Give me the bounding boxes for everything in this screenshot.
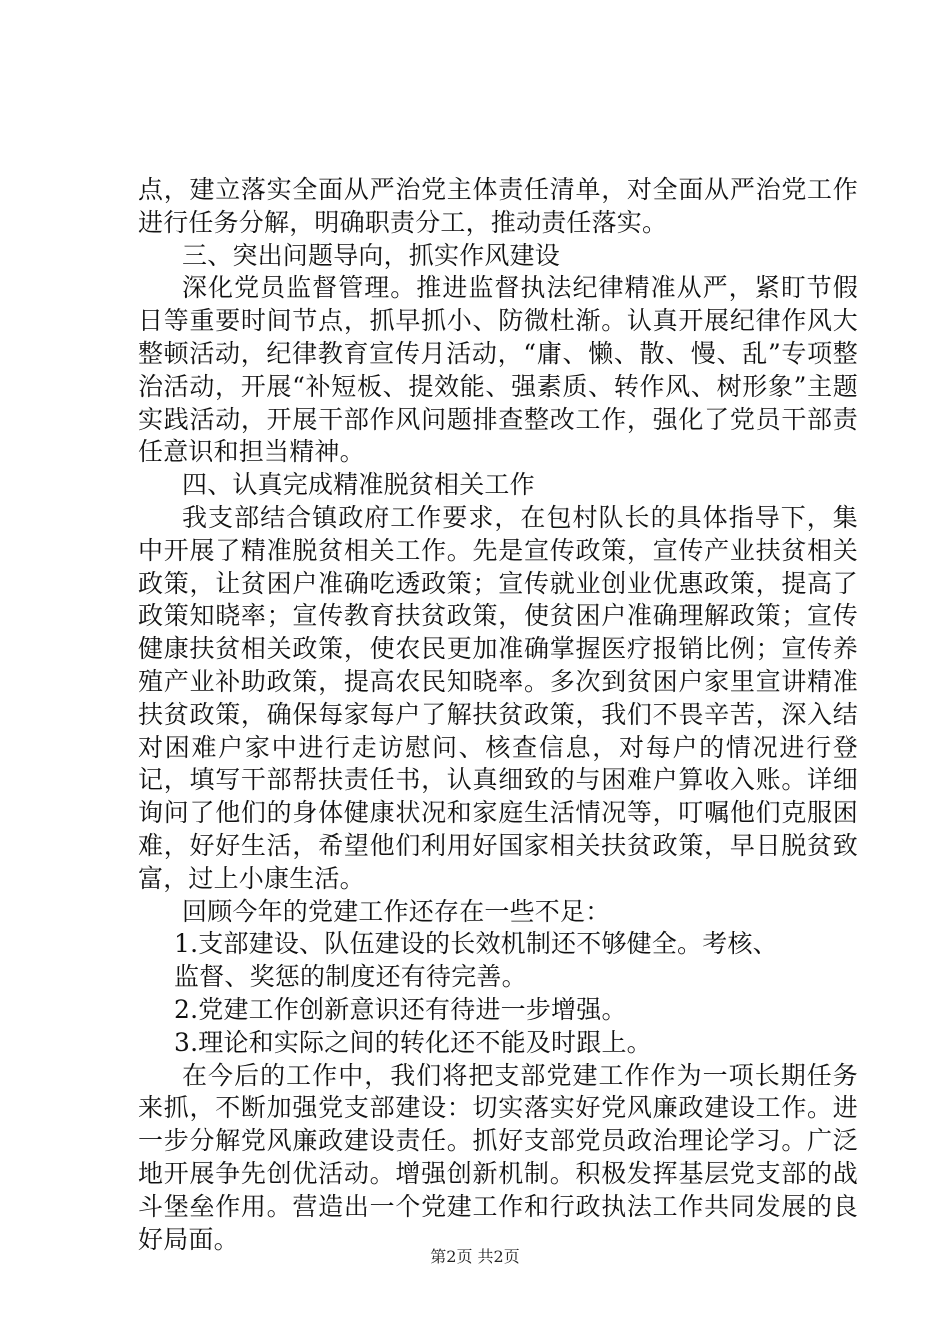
shortcomings-heading: 回顾今年的党建工作还存在一些不足： [182, 896, 611, 926]
paragraph-future-work: 在今后的工作中，我们将把支部党建工作作为一项长期任务来抓，不断加强党支部建设：切实落实好党风廉政建设工作。进一步分解党风廉政建设责任。抓好支部党员政治理论学习。广泛地开展争先创优活动。增强创新机制。积极发挥基层党支部的战斗堡垒作用。营造出一个党建工作和行政执法工作共同发展的良好局面。 [138, 1060, 858, 1254]
section-heading-3: 三、突出问题导向，抓实作风建设 [182, 240, 561, 270]
document-body [138, 174, 858, 1256]
shortcoming-item-3: 3.理论和实际之间的转化还不能及时跟上。 [174, 1027, 652, 1057]
paragraph-discipline: 深化党员监督管理。推进监督执法纪律精准从严，紧盯节假日等重要时间节点，抓早抓小、防微杜渐。认真开展纪律作风大整顿活动，纪律教育宣传月活动，“庸、懒、散、慢、乱”专项整治活动，开展“补短板、提效能、强素质、转作风、树形象”主题实践活动，开展干部作风问题排查整改工作，强化了党员干部责任意识和担当精神。 [138, 273, 858, 467]
shortcoming-item-1-continued: 监督、奖惩的制度还有待完善。 [174, 962, 527, 992]
section-heading-4: 四、认真完成精准脱贫相关工作 [182, 470, 535, 500]
page-number-footer: 第2页 共2页 [430, 1247, 520, 1266]
paragraph-continuation: 点，建立落实全面从严治党主体责任清单，对全面从严治党工作进行任务分解，明确职责分工，推动责任落实。 [138, 175, 858, 237]
shortcoming-item-2: 2.党建工作创新意识还有待进一步增强。 [174, 994, 627, 1024]
paragraph-poverty-alleviation: 我支部结合镇政府工作要求，在包村队长的具体指导下，集中开展了精准脱贫相关工作。先是宣传政策，宣传产业扶贫相关政策，让贫困户准确吃透政策；宣传就业创业优惠政策，提高了政策知晓率；宣传教育扶贫政策，使贫困户准确理解政策；宣传健康扶贫相关政策，使农民更加准确掌握医疗报销比例；宣传养殖产业补助政策，提高农民知晓率。多次到贫困户家里宣讲精准扶贫政策，确保每家每户了解扶贫政策，我们不畏辛苦，深入结对困难户家中进行走访慰问、核查信息，对每户的情况进行登记，填写干部帮扶责任书，认真细致的与困难户算收入账。详细询问了他们的身体健康状况和家庭生活情况等，叮嘱他们克服困难，好好生活，希望他们利用好国家相关扶贫政策，早日脱贫致富，过上小康生活。 [138, 502, 858, 893]
shortcoming-item-1: 1.支部建设、队伍建设的长效机制还不够健全。考核、 [174, 929, 778, 959]
